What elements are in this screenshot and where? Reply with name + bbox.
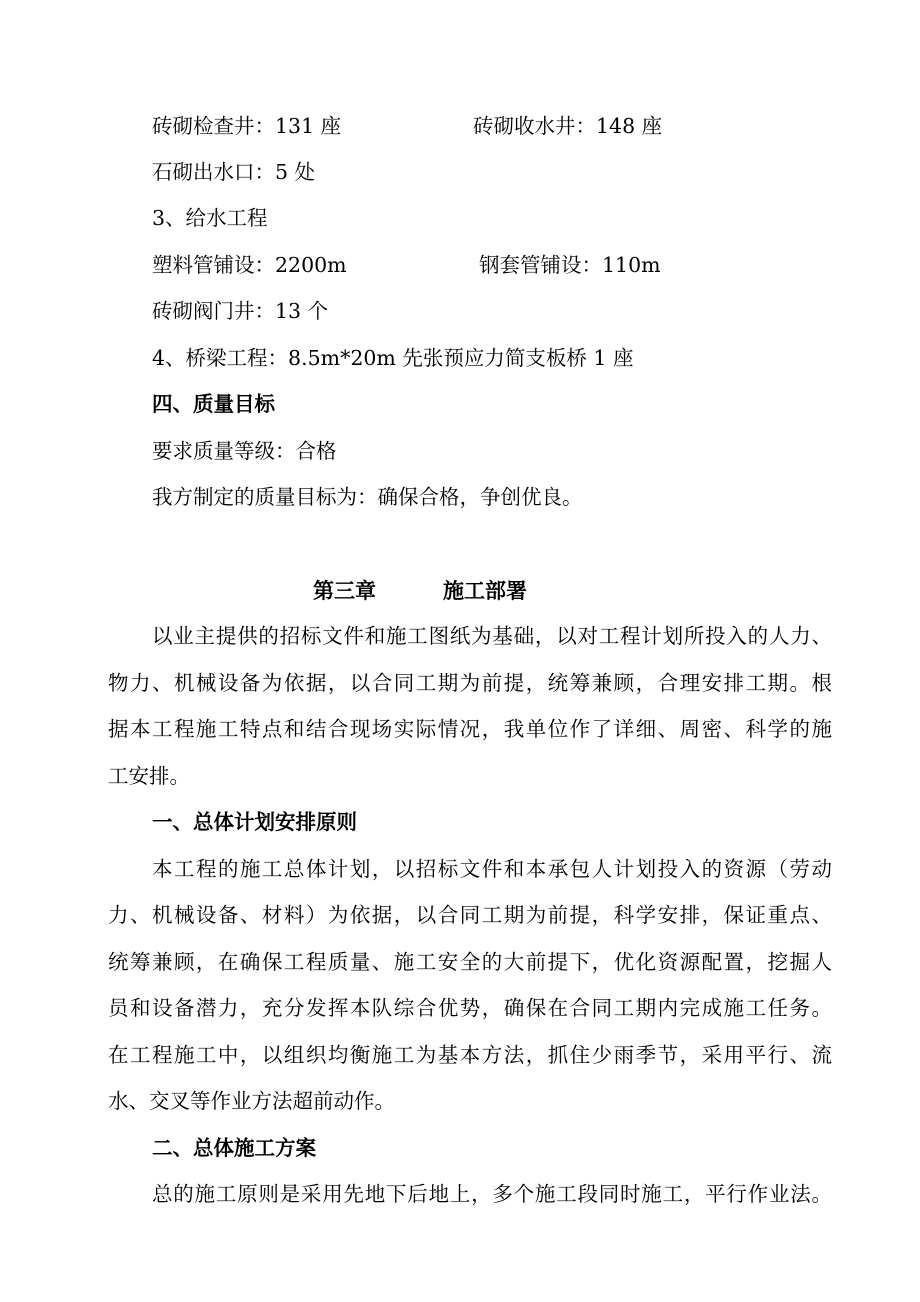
intro-line: 物力、机械设备为依据，以合同工期为前提，统筹兼顾，合理安排工期。根 <box>108 671 832 695</box>
intro-line: 以业主提供的招标文件和施工图纸为基础，以对工程计划所投入的人力、 <box>152 624 832 648</box>
section-one-line: 本工程的施工总体计划，以招标文件和本承包人计划投入的资源（劳动 <box>152 857 832 881</box>
section-two-line: 总的施工原则是采用先地下后地上，多个施工段同时施工，平行作业法。 <box>152 1182 832 1206</box>
item-brick-water-collection-well: 砖砌收水井：148 座 <box>473 114 663 138</box>
section-one-line: 员和设备潜力，充分发挥本队综合优势，确保在合同工期内完成施工任务。 <box>108 996 832 1020</box>
item-plastic-pipe: 塑料管铺设：2200m <box>152 253 347 277</box>
item-brick-valve-well: 砖砌阀门井：13 个 <box>152 299 329 323</box>
chapter-title: 施工部署 <box>443 578 527 603</box>
section-one-heading: 一、总体计划安排原则 <box>152 810 357 834</box>
section-one-line: 力、机械设备、材料）为依据，以合同工期为前提，科学安排，保证重点、 <box>108 903 832 927</box>
section-two-heading: 二、总体施工方案 <box>152 1136 316 1160</box>
bridge-work-heading: 4、桥梁工程：8.5m*20m 先张预应力简支板桥 1 座 <box>152 346 634 370</box>
section-one-line: 在工程施工中，以组织均衡施工为基本方法，抓住少雨季节，采用平行、流 <box>108 1043 832 1067</box>
item-brick-inspection-well: 砖砌检查井：131 座 <box>152 114 342 138</box>
section-one-line: 统筹兼顾，在确保工程质量、施工安全的大前提下，优化资源配置，挖掘人 <box>108 950 832 974</box>
quality-heading: 四、质量目标 <box>152 392 275 416</box>
section-one-line: 水、交叉等作业方法超前动作。 <box>108 1089 395 1113</box>
intro-line: 工安排。 <box>108 764 190 788</box>
quality-target: 我方制定的质量目标为：确保合格，争创优良。 <box>152 485 583 509</box>
intro-line: 据本工程施工特点和结合现场实际情况，我单位作了详细、周密、科学的施 <box>108 717 832 741</box>
item-stone-outlet: 石砌出水口：5 处 <box>152 160 316 184</box>
quality-grade: 要求质量等级：合格 <box>152 439 337 463</box>
item-steel-casing-pipe: 钢套管铺设：110m <box>479 253 661 277</box>
water-supply-heading: 3、给水工程 <box>152 206 268 230</box>
chapter-number: 第三章 <box>313 578 376 603</box>
